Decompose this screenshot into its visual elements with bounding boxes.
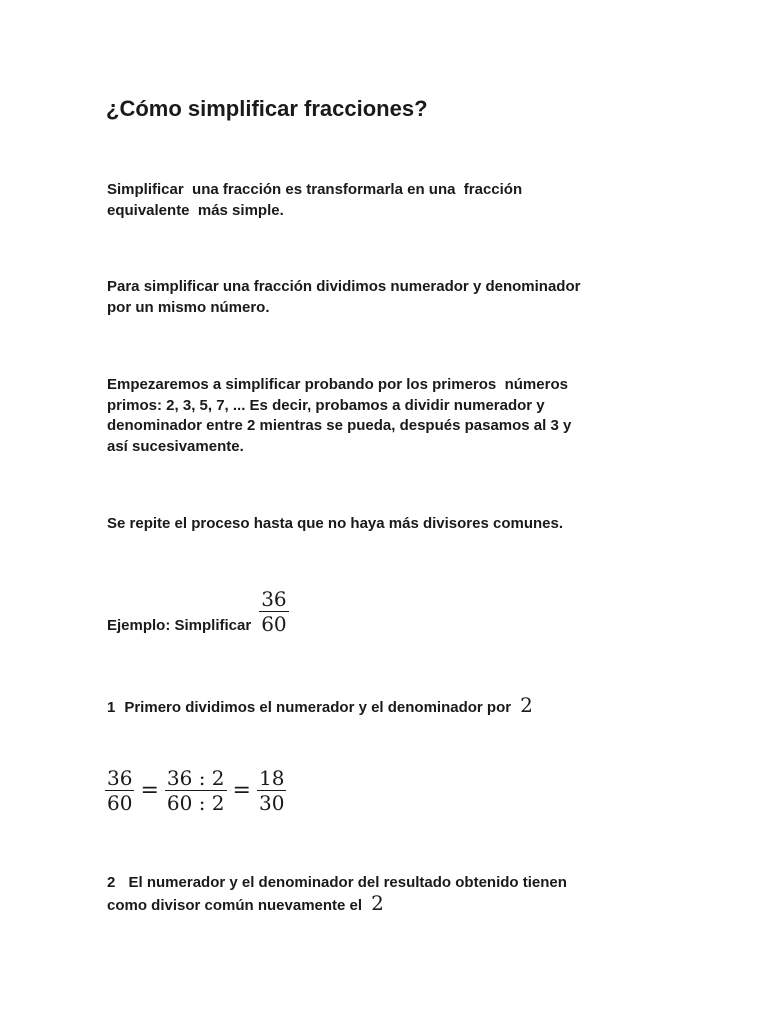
step-2	[107, 872, 567, 916]
step-2-text-2: como divisor común nuevamente el	[107, 897, 363, 914]
equation-fraction-original	[105, 766, 134, 815]
simplification-equation	[105, 766, 286, 815]
step-1-divisor: 2	[520, 693, 533, 717]
equals-sign: =	[140, 778, 159, 803]
step-2-divisor: 2	[371, 891, 384, 915]
example-label: Ejemplo: Simplificar	[107, 617, 252, 634]
equation-fraction-result	[257, 766, 286, 815]
fraction-denominator: 60 : 2	[166, 791, 225, 815]
paragraph-primes: Empezaremos a simplificar probando por los primeros números primos: 2, 3, 5, 7, ... Es decir, probamos a dividir numerador y denominador entre 2 mientras se pueda, después pasamos al 3 y así sucesivamente.	[107, 376, 572, 455]
step-2-line-1	[107, 872, 567, 893]
page-title: ¿Cómo simplificar fracciones?	[106, 96, 428, 121]
step-1-text: Primero dividimos el numerador y el denominador por	[124, 699, 512, 716]
equals-sign: =	[232, 778, 251, 803]
fraction-numerator: 36 : 2	[166, 766, 225, 790]
step-2-text-1: El numerador y el denominador del resultado obtenido tienen	[128, 874, 567, 891]
example-denominator: 60	[261, 612, 287, 636]
example-line	[107, 587, 289, 636]
paragraph-repeat: Se repite el proceso hasta que no haya más divisores comunes.	[107, 515, 564, 532]
paragraph-definition: Simplificar una fracción es transformarla en una fracción equivalente más simple.	[107, 181, 523, 219]
fraction-denominator: 30	[258, 791, 285, 815]
step-1-number: 1	[107, 699, 116, 716]
equation-fraction-division	[165, 766, 227, 815]
fraction-numerator: 18	[258, 766, 285, 790]
step-1	[107, 693, 533, 717]
example-fraction	[259, 587, 288, 636]
step-2-line-2	[107, 893, 567, 916]
example-numerator: 36	[261, 587, 287, 611]
step-2-number: 2	[107, 874, 116, 891]
fraction-denominator: 60	[107, 791, 133, 815]
paragraph-method: Para simplificar una fracción dividimos numerador y denominador por un mismo número.	[107, 278, 581, 316]
fraction-numerator: 36	[107, 766, 133, 790]
